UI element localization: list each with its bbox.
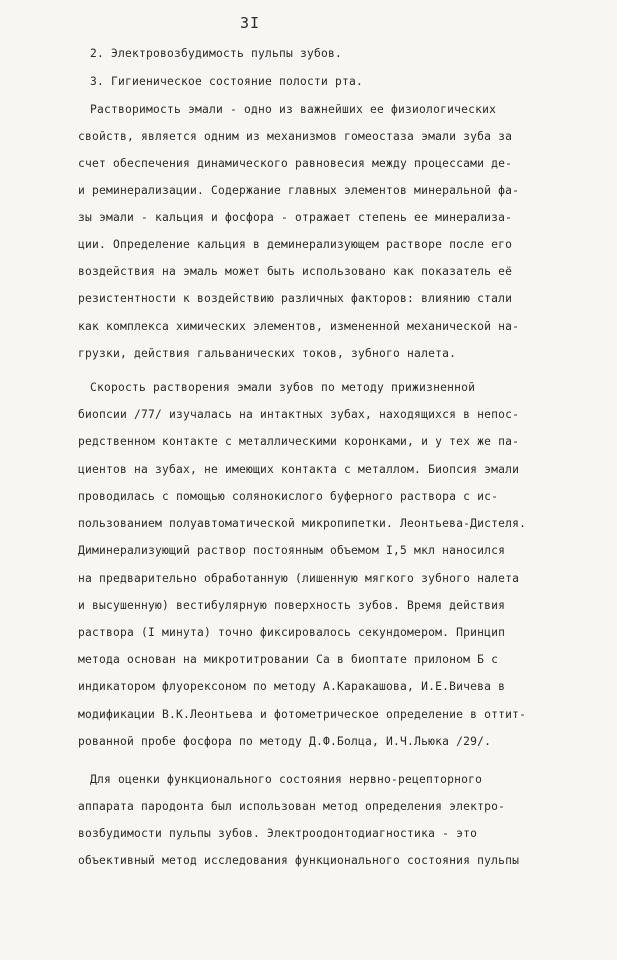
text-line: воздействия на эмаль может быть использовано как показатель её [78,265,513,278]
text-line: на предварительно обработанную (лишенную мягкого зубного налета [78,572,520,585]
text-line: метода основан на микротитровании Са в биоптате прилоном Б с [78,653,499,666]
text-line: объективный метод исследования функционального состояния пульпы [78,854,520,867]
text-line: Для оценки функционального состояния нервно-рецепторного [90,773,483,786]
text-line: биопсии /77/ изучалась на интактных зубах, находящихся в непос- [78,408,520,421]
text-line: Диминерализующий раствор постоянным объемом I,5 мкл наносился [78,544,506,557]
text-line: 2. Электровозбудимость пульпы зубов. [90,47,343,60]
text-line: раствора (I минута) точно фиксировалось секундомером. Принцип [78,626,506,639]
text-line: проводилась с помощью солянокислого буферного раствора с ис- [78,490,499,503]
text-line: резистентности к воздействию различных факторов: влиянию стали [78,292,513,305]
text-line: Растворимость эмали - одно из важнейших ее физиологических [90,103,497,116]
text-line: как комплекса химических элементов, измененной механической на- [78,320,520,333]
text-line: и высушенную) вестибулярную поверхность зубов. Время действия [78,599,506,612]
text-line: 3. Гигиеническое состояние полости рта. [90,75,364,88]
text-line: ции. Определение кальция в деминерализующем растворе после его [78,238,513,251]
text-line: грузки, действия гальванических токов, зубного налета. [78,347,457,360]
text-line: свойств, является одним из механизмов гомеостаза эмали зуба за [78,130,513,143]
text-line: счет обеспечения динамического равновесия между процессами де- [78,157,513,170]
text-line: редственном контакте с металлическими коронками, и у тех же па- [78,435,520,448]
text-line: рованной пробе фосфора по методу Д.Ф.Болца, И.Ч.Льюка /29/. [78,735,492,748]
text-line: и реминерализации. Содержание главных элементов минеральной фа- [78,184,520,197]
text-line: аппарата пародонта был использован метод определения электро- [78,800,506,813]
text-line: Скорость растворения эмали зубов по методу прижизненной [90,381,476,394]
text-line: зы эмали - кальция и фосфора - отражает степень ее минерализа- [78,211,513,224]
text-line: индикатором флуорексоном по методу А.Каракашова, И.Е.Вичева в [78,680,506,693]
text-line: возбудимости пульпы зубов. Электроодонтодиагностика - это [78,827,478,840]
text-line: циентов на зубах, не имеющих контакта с металлом. Биопсия эмали [78,463,520,476]
page-number: 3I [240,14,261,32]
text-line: пользованием полуавтоматической микропипетки. Леонтьева-Дистеля. [78,517,527,530]
text-line: модификации В.К.Леонтьева и фотометрическое определение в оттит- [78,708,527,721]
